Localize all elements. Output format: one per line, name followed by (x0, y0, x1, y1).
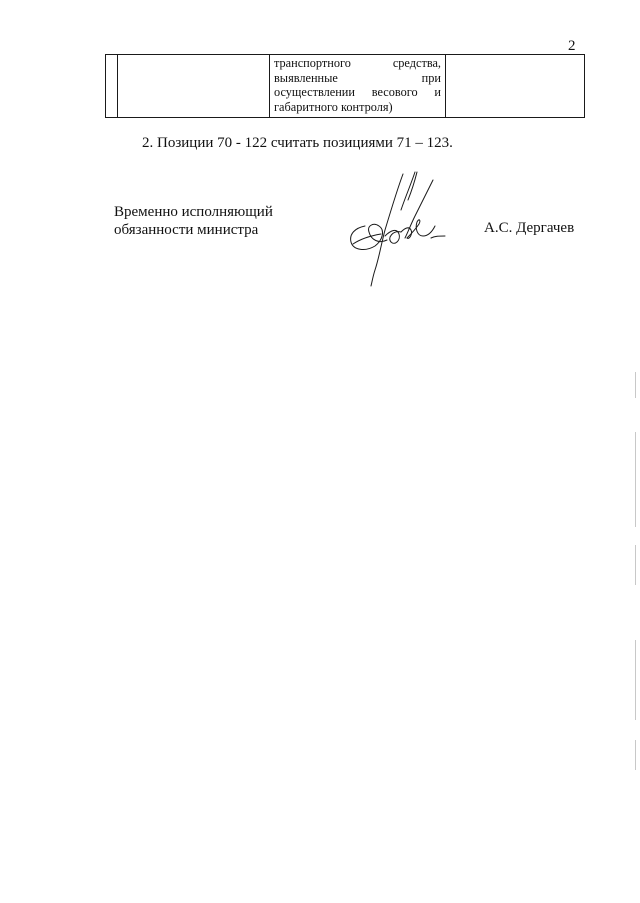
table-cell-description (270, 55, 446, 118)
signer-title-line: Временно исполняющий (114, 204, 273, 220)
paragraph-positions: 2. Позиции 70 - 122 считать позициями 71 – 123. (142, 135, 453, 151)
scan-edge-mark (635, 432, 636, 527)
table-cell-line: осуществлении весового и (274, 85, 441, 99)
scan-edge-mark (635, 545, 636, 585)
table-cell-number (106, 55, 118, 118)
signature-icon (345, 170, 460, 290)
signer-title-line: обязанности министра (114, 222, 259, 238)
page-number: 2 (568, 38, 576, 54)
table-cell-line: габаритного контроля) (274, 99, 393, 114)
scan-edge-mark (635, 640, 636, 720)
signer-name: А.С. Дергачев (484, 220, 575, 236)
table-row (106, 55, 585, 118)
scan-edge-mark (635, 372, 636, 398)
table-cell-empty (446, 55, 585, 118)
scan-edge-mark (635, 740, 636, 770)
table-cell-line: выявленные при (274, 70, 441, 85)
table-fragment (105, 54, 585, 118)
table-cell-empty (118, 55, 270, 118)
table-cell-line: транспортного средства, (274, 56, 441, 70)
signer-title (114, 203, 273, 239)
